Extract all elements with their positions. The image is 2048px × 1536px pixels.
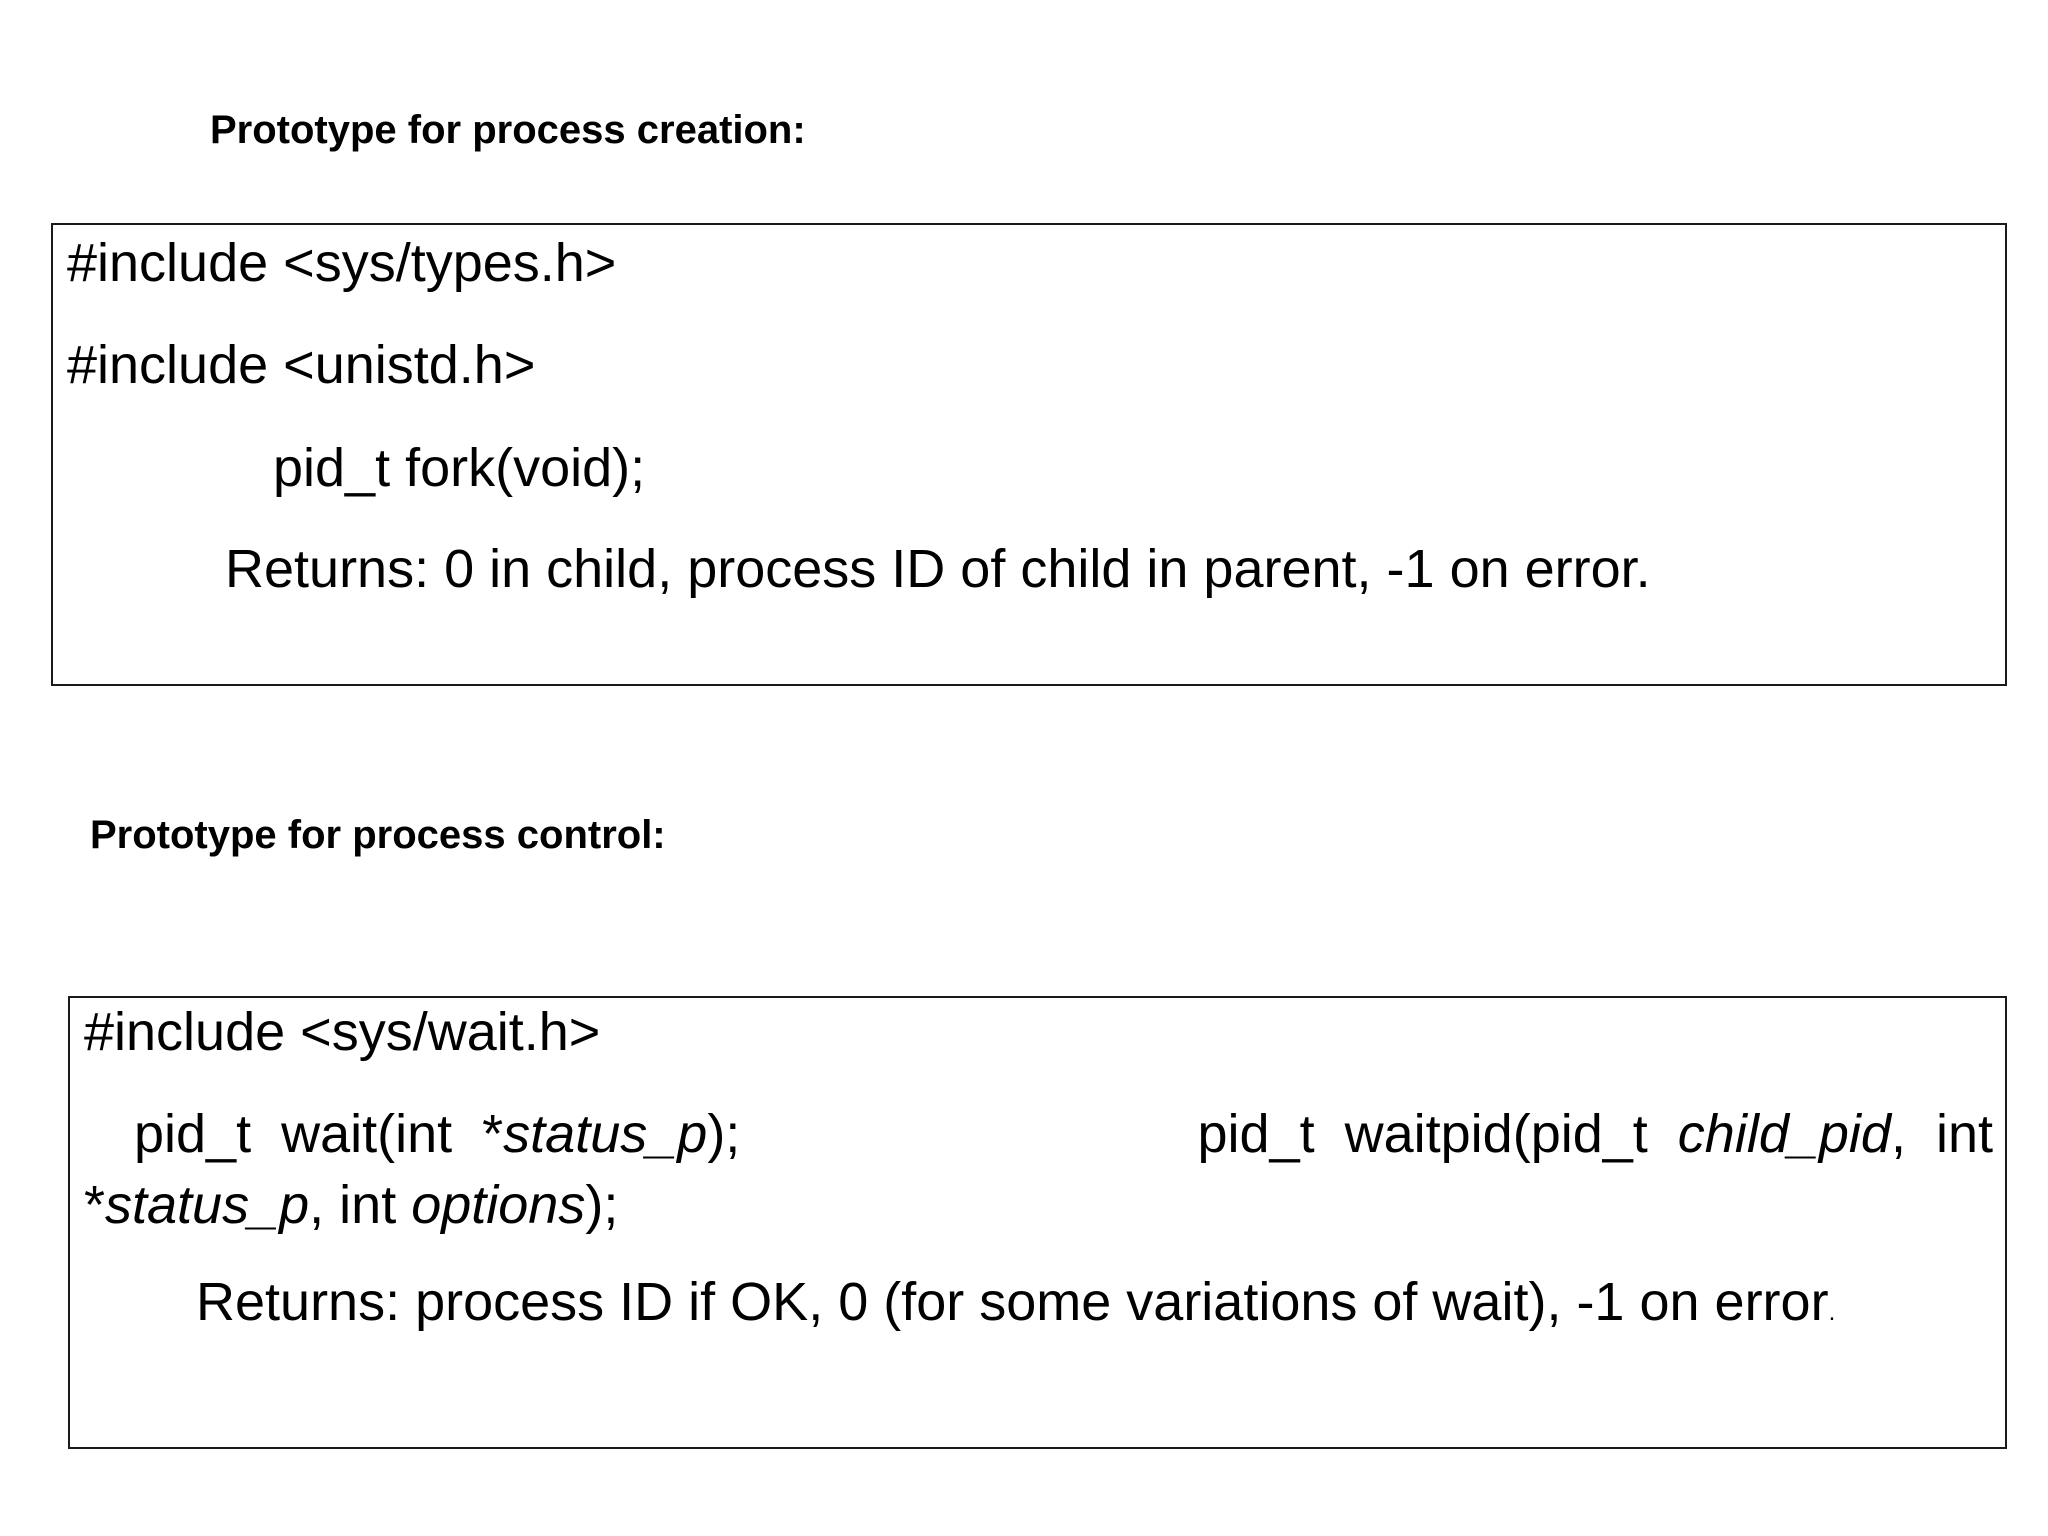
fork-returns-line: Returns: 0 in child, process ID of child in parent, -1 on error. — [225, 539, 1651, 599]
waitpid-continuation-line — [84, 1175, 619, 1235]
waitpid-child-pid-param: child_pid — [1677, 1104, 1891, 1164]
fork-prototype-line: pid_t fork(void); — [273, 438, 646, 498]
wait-returns-period: . — [1828, 1299, 1836, 1326]
waitpid-options-param: options — [411, 1175, 586, 1235]
section-heading-control: Prototype for process control: — [90, 813, 666, 857]
section-heading-creation: Prototype for process creation: — [210, 108, 806, 152]
cont-prefix: * — [84, 1175, 106, 1235]
wait-status-param: status_p — [503, 1104, 708, 1164]
cont-mid: , int — [309, 1175, 412, 1235]
waitpid-mid: , int — [1890, 1104, 1993, 1164]
wait-prefix: pid_t wait(int * — [134, 1104, 504, 1164]
code-box-creation — [51, 223, 2007, 686]
waitpid-prefix: pid_t waitpid(pid_t — [1197, 1104, 1678, 1164]
waitpid-prototype-line — [1197, 1104, 1993, 1164]
include-sys-wait-line: #include <sys/wait.h> — [84, 1002, 601, 1062]
waitpid-status-param: status_p — [105, 1175, 310, 1235]
wait-suffix: ); — [707, 1104, 741, 1164]
code-box-control — [68, 996, 2007, 1449]
wait-returns-text: Returns: process ID if OK, 0 (for some variations of wait), -1 on error — [196, 1272, 1829, 1332]
wait-returns-line — [196, 1272, 1836, 1332]
wait-prototype-line — [134, 1104, 741, 1164]
cont-suffix: ); — [585, 1175, 619, 1235]
include-unistd-line: #include <unistd.h> — [67, 335, 536, 395]
include-sys-types-line: #include <sys/types.h> — [67, 233, 617, 293]
